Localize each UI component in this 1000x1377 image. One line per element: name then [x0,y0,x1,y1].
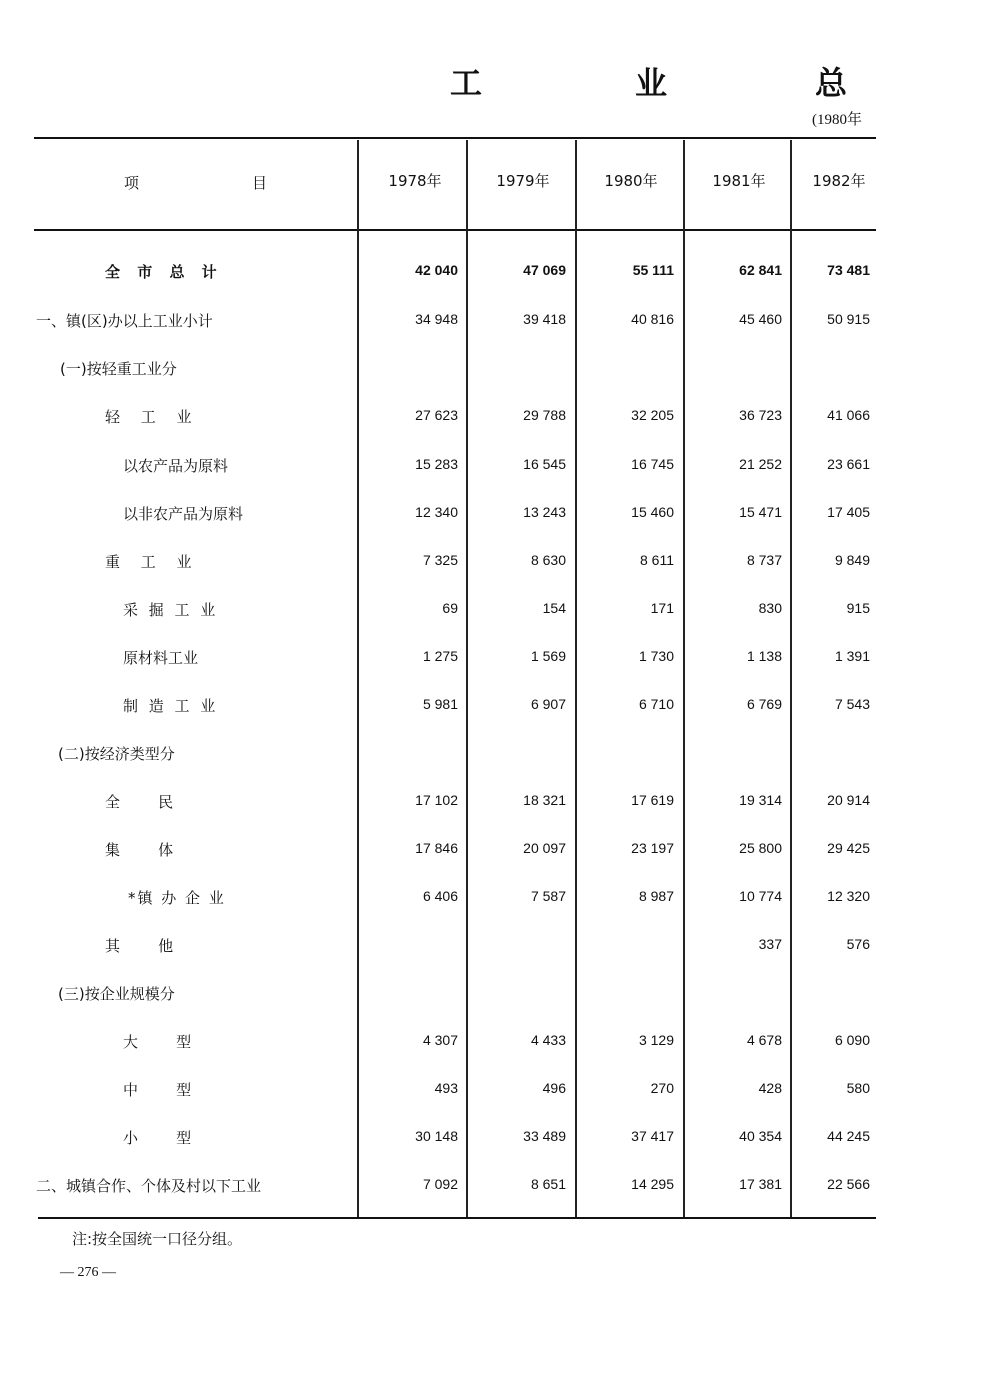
table-cell: 428 [758,1080,782,1096]
table-cell: 30 148 [415,1128,458,1144]
table-cell: 8 630 [530,552,566,568]
table-cell: 20 914 [827,792,870,808]
table-cell: 154 [542,600,566,616]
unit-note: (1980年 [812,112,862,128]
row-label: 以非农产品为原料 [123,505,244,523]
table-cell: 1 275 [422,648,458,664]
row-label: 原材料工业 [123,649,199,667]
table-cell: 14 295 [631,1176,674,1192]
row-label: 二、城镇合作、个体及村以下工业 [36,1177,262,1195]
table-cell: 6 090 [834,1032,870,1048]
row-section-label: (三)按企业规模分 [58,985,175,1003]
header-year: 1981年 [712,172,766,190]
table-cell: 7 543 [834,696,870,712]
table-cell: 1 391 [834,648,870,664]
table-cell: 3 129 [638,1032,674,1048]
table-cell: 337 [758,936,782,952]
table-cell: 9 849 [834,552,870,568]
table-cell: 576 [846,936,870,952]
column-divider [466,140,468,1217]
table-cell: 21 252 [739,456,782,472]
table-cell: 4 307 [422,1032,458,1048]
row-label: 中 型 [123,1081,192,1099]
table-top-rule [34,137,876,139]
table-cell: 45 460 [739,311,782,327]
table-cell: 25 800 [739,840,782,856]
row-label: 大 型 [123,1033,192,1051]
table-cell: 22 566 [827,1176,870,1192]
table-cell: 16 745 [631,456,674,472]
table-cell: 7 587 [530,888,566,904]
table-cell: 4 678 [746,1032,782,1048]
table-cell: 41 066 [827,407,870,423]
page-number: — 276 — [60,1265,116,1280]
table-cell: 17 381 [739,1176,782,1192]
table-cell: 580 [846,1080,870,1096]
table-cell: 17 846 [415,840,458,856]
table-cell: 17 405 [827,504,870,520]
table-cell: 6 769 [746,696,782,712]
row-label: 以农产品为原料 [123,457,229,475]
table-cell: 55 111 [632,262,674,278]
header-year: 1979年 [496,172,550,190]
row-label: 小 型 [123,1129,192,1147]
page-title [440,58,860,102]
table-cell: 6 907 [530,696,566,712]
header-bottom-rule [34,229,876,231]
table-cell: 7 325 [422,552,458,568]
title-char-1: 工 [450,64,483,102]
table-cell: 19 314 [739,792,782,808]
table-cell: 12 320 [827,888,870,904]
column-divider [357,140,359,1217]
table-cell: 5 981 [422,696,458,712]
row-label: 全 民 [105,793,174,811]
table-cell: 4 433 [530,1032,566,1048]
table-cell: 20 097 [523,840,566,856]
table-cell: 69 [442,600,458,616]
table-cell: 496 [542,1080,566,1096]
table-cell: 23 661 [827,456,870,472]
table-cell: 10 774 [739,888,782,904]
row-label: 重 工 业 [105,553,200,571]
footnote: 注:按全国统一口径分组。 [72,1230,243,1248]
row-label: 制 造 工 业 [123,697,219,715]
table-cell: 270 [650,1080,674,1096]
table-cell: 15 460 [631,504,674,520]
row-label: 集 体 [105,841,174,859]
table-cell: 42 040 [415,262,458,278]
table-cell: 1 569 [530,648,566,664]
header-item-right: 目 [252,174,268,192]
table-cell: 8 737 [746,552,782,568]
column-divider [575,140,577,1217]
row-label: 其 他 [105,937,174,955]
column-divider [790,140,792,1217]
table-cell: 32 205 [631,407,674,423]
table-cell: 8 611 [640,552,674,568]
table-cell: 1 730 [638,648,674,664]
table-cell: 18 321 [523,792,566,808]
title-char-2: 业 [635,64,668,102]
table-cell: 44 245 [827,1128,870,1144]
table-cell: 17 619 [631,792,674,808]
table-cell: 16 545 [523,456,566,472]
table-bottom-rule [38,1217,876,1219]
table-cell: 8 651 [530,1176,566,1192]
table-cell: 493 [434,1080,458,1096]
table-cell: 29 425 [827,840,870,856]
table-cell: 36 723 [739,407,782,423]
table-cell: 29 788 [523,407,566,423]
row-label: *镇 办 企 业 [128,889,226,907]
table-cell: 33 489 [523,1128,566,1144]
row-label: 轻 工 业 [105,408,200,426]
row-label: 一、镇(区)办以上工业小计 [36,312,213,330]
table-cell: 73 481 [827,262,870,278]
table-cell: 47 069 [523,262,566,278]
row-section-label: (二)按经济类型分 [58,745,175,763]
table-cell: 12 340 [415,504,458,520]
title-char-3: 总 [815,64,848,102]
table-cell: 171 [650,600,674,616]
table-cell: 37 417 [631,1128,674,1144]
table-cell: 50 915 [827,311,870,327]
table-cell: 27 623 [415,407,458,423]
row-section-label: (一)按轻重工业分 [60,360,177,378]
table-cell: 15 283 [415,456,458,472]
table-cell: 15 471 [739,504,782,520]
table-cell: 23 197 [631,840,674,856]
table-cell: 40 354 [739,1128,782,1144]
table-cell: 830 [758,600,782,616]
table-cell: 6 710 [638,696,674,712]
table-cell: 13 243 [523,504,566,520]
table-cell: 40 816 [631,311,674,327]
table-cell: 34 948 [415,311,458,327]
table-cell: 7 092 [422,1176,458,1192]
header-year: 1978年 [388,172,442,190]
table-cell: 17 102 [415,792,458,808]
column-divider [683,140,685,1217]
header-year: 1982年 [812,172,866,190]
table-cell: 39 418 [523,311,566,327]
row-label: 采 掘 工 业 [123,601,219,619]
table-cell: 62 841 [739,262,782,278]
header-year: 1980年 [604,172,658,190]
table-cell: 1 138 [746,648,782,664]
table-cell: 915 [846,600,870,616]
table-cell: 6 406 [422,888,458,904]
header-item-left: 项 [124,174,140,192]
table-cell: 8 987 [638,888,674,904]
row-label-total: 全 市 总 计 [105,263,223,281]
